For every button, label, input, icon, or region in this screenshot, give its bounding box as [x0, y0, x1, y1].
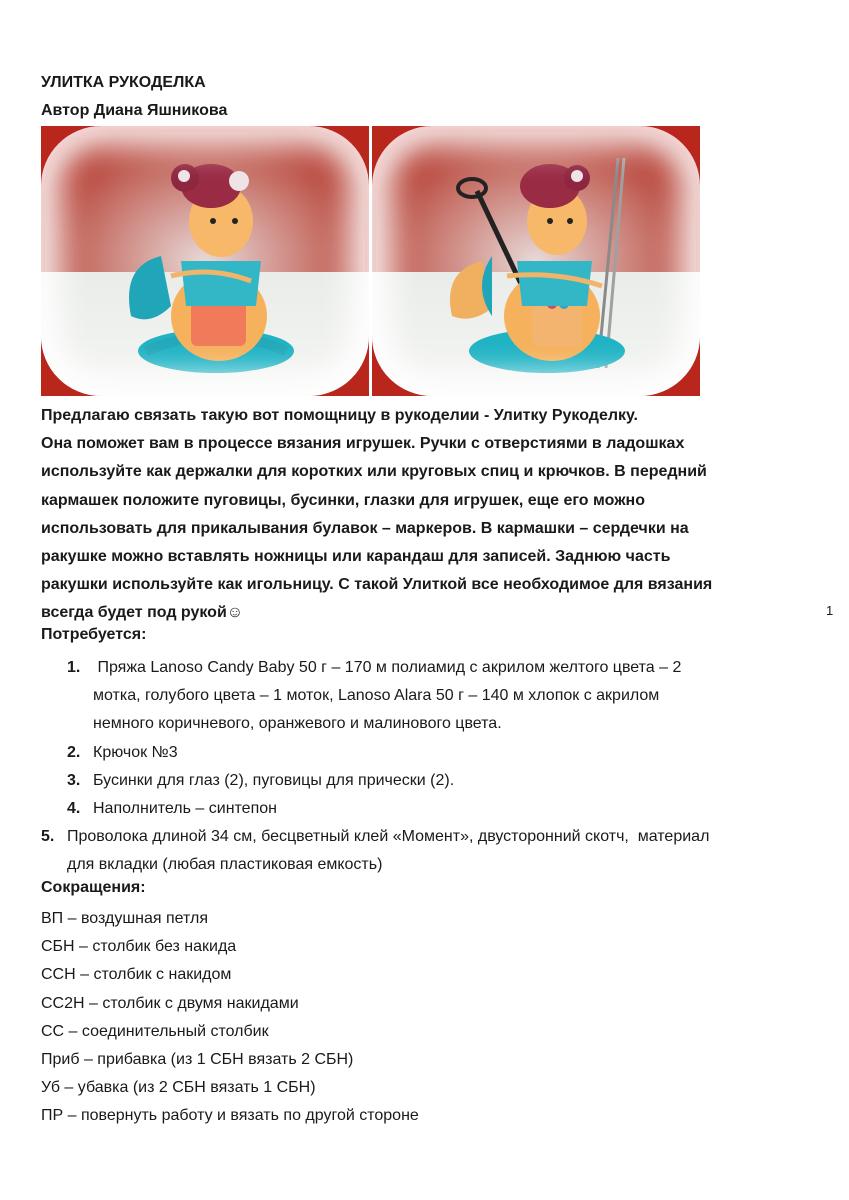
intro-line: Она поможет вам в процессе вязания игрушек. Ручки с отверстиями в ладошках — [41, 435, 685, 453]
abbreviations-list — [41, 905, 419, 1131]
abbreviation-item: Уб – убавка (из 2 СБН вязать 1 СБН) — [41, 1079, 316, 1097]
intro-line: использовать для прикалывания булавок – маркеров. В кармашки – сердечки на — [41, 519, 689, 537]
abbreviation-item: ПР – повернуть работу и вязать по другой стороне — [41, 1107, 419, 1125]
list-item — [41, 739, 821, 767]
list-item-number: 3. — [67, 771, 81, 789]
list-item — [41, 654, 821, 682]
snail-photo-with-tools — [372, 126, 700, 396]
list-item — [41, 823, 821, 851]
abbreviation-item: ВП – воздушная петля — [41, 910, 209, 927]
intro-line: ракушки используйте как игольницу. С такой Улиткой все необходимое для вязания — [41, 576, 713, 594]
list-item — [41, 795, 821, 823]
abbreviations-heading: Сокращения: — [41, 879, 146, 896]
abbreviation-item: СС – соединительный столбик — [41, 1022, 269, 1040]
intro-line: используйте как держалки для коротких или круговых спиц и крючков. В передний — [41, 463, 707, 481]
intro-line: Предлагаю связать такую вот помощницу в рукоделии - Улитку Рукоделку. — [41, 407, 638, 424]
list-item-number: 4. — [67, 800, 81, 818]
list-item — [41, 767, 821, 795]
list-item-continuation — [41, 682, 821, 710]
materials-heading: Потребуется: — [41, 626, 147, 643]
materials-list — [41, 654, 821, 880]
list-item-text: немного коричневого, оранжевого и малинового цвета. — [93, 715, 502, 733]
document-author: Автор Диана Яшникова — [41, 102, 228, 119]
list-item-text: Бусинки для глаз (2), пуговицы для прически (2). — [93, 771, 455, 789]
intro-line: всегда будет под рукой☺ — [41, 604, 244, 622]
list-item-text: для вкладки (любая пластиковая емкость) — [67, 856, 383, 874]
list-item-text: Проволока длиной 34 см, бесцветный клей «Момент», двусторонний скотч, материал — [67, 828, 710, 846]
abbreviation-item: СБН – столбик без накида — [41, 938, 237, 956]
abbreviation-item: ССН – столбик с накидом — [41, 966, 232, 984]
intro-line: кармашек положите пуговицы, бусинки, глазки для игрушек, еще его можно — [41, 491, 645, 509]
snail-photo-front — [41, 126, 369, 396]
list-item-text: Крючок №3 — [93, 743, 178, 761]
list-item-text: Пряжа Lanoso Candy Baby 50 г – 170 м полиамид с акрилом желтого цвета – 2 — [93, 659, 682, 676]
abbreviation-item: Приб – прибавка (из 1 СБН вязать 2 СБН) — [41, 1051, 354, 1069]
page-number: 1 — [826, 603, 834, 618]
list-item-text: Наполнитель – синтепон — [93, 800, 277, 818]
list-item-continuation — [41, 851, 821, 879]
list-item-text: мотка, голубого цвета – 1 моток, Lanoso Alara 50 г – 140 м хлопок с акрилом — [93, 687, 660, 705]
list-item-continuation — [41, 710, 821, 738]
list-item-number: 5. — [41, 828, 55, 846]
list-item-number: 2. — [67, 743, 81, 761]
document-title: УЛИТКА РУКОДЕЛКА — [41, 74, 206, 91]
list-item-number: 1. — [67, 659, 81, 676]
intro-line: ракушке можно вставлять ножницы или карандаш для записей. Заднюю часть — [41, 548, 671, 566]
abbreviation-item: СС2Н – столбик с двумя накидами — [41, 994, 299, 1012]
intro-paragraph — [41, 402, 811, 628]
